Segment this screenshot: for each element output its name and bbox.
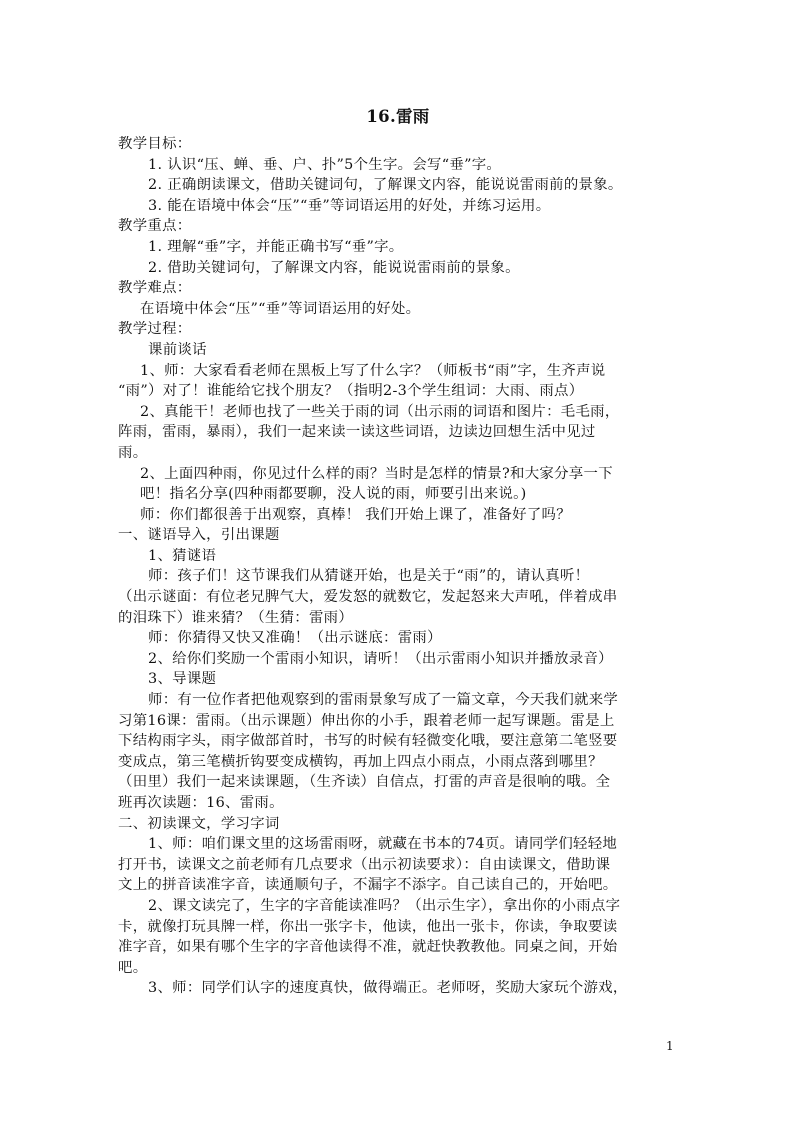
text-line: 2、给你们奖励一个雷雨小知识，请听！（出示雷雨小知识并播放录音） [148,650,613,667]
text-line: 阵雨，雷雨，暴雨），我们一起来读一读这些词语，边读边回想生活中见过 [118,424,596,441]
text-line: 2. 正确朗读课文，借助关键词句，了解课文内容，能说说雷雨前的景象。 [148,177,623,194]
text-line: 打开书，读课文之前老师有几点要求（出示初读要求）：自由读课文，借助课 [118,856,611,873]
text-line: 2、上面四种雨，你见过什么样的雨？当时是怎样的情景?和大家分享一下 [140,465,613,482]
page-number: 1 [666,1039,674,1053]
text-line: 1、猜谜语 [148,547,217,564]
text-line: 1、师：咱们课文里的这场雷雨呀，就藏在书本的74页。请同学们轻轻地 [148,836,618,853]
text-line: 教学目标： [118,136,192,152]
text-line: （出示谜面：有位老兄脾气大，爱发怒的就数它，发起怒来大声吼，伴着成串 [118,589,618,606]
text-line: 下结构雨字头，雨字做部首时，书写的时候有轻微变化哦，要注意第二笔竖要 [118,733,618,750]
document-body [118,106,678,999]
text-line: 一、谜语导入，引出课题 [118,527,280,544]
text-line: 师：孩子们！这节课我们从猜谜开始，也是关于“雨”的，请认真听！ [148,568,590,585]
text-line: 2、课文读完了，生字的字音能读准吗？（出示生字），拿出你的小雨点字 [148,897,621,914]
text-line: 1、师：大家看看老师在黑板上写了什么字？（师板书“雨”字，生齐声说 [140,362,606,379]
text-line: 准字音，如果有哪个生字的字音他读得不准，就赶快教教他。同桌之间，开始 [118,939,618,956]
text-line: 2. 借助关键词句，了解课文内容，能说说雷雨前的景象。 [148,259,520,276]
text-lines [118,134,678,999]
text-line: 在语境中体会“压”“垂”等词语运用的好处。 [140,300,421,317]
text-line: 师：你猜得又快又准确！（出示谜底：雷雨） [148,630,442,647]
text-line: 雨。 [118,444,148,461]
text-line: 3. 能在语境中体会“压”“垂”等词语运用的好处，并练习运用。 [148,197,551,214]
text-line: 吧！指名分享(四种雨都要聊，没人说的雨，师要引出来说。) [140,486,527,503]
text-line: 吧。 [118,959,148,976]
text-line: 二、初读课文，学习字词 [118,815,280,832]
text-line: 1. 认识“压、蝉、垂、户、扑”5个生字。会写“垂”字。 [148,156,502,173]
text-line: 课前谈话 [148,341,207,358]
text-line: 教学重点： [118,218,192,235]
text-line: 文上的拼音读准字音，读通顺句子，不漏字不添字。自己读自己的，开始吧。 [118,877,618,894]
text-line: 师：你们都很善于出观察，真棒！ 我们开始上课了，准备好了吗？ [140,506,571,523]
text-line: “雨”）对了！谁能给它找个朋友？（指明2-3个学生组词：大雨、雨点） [118,383,584,400]
text-line: 教学难点： [118,280,192,297]
text-line: 2、真能干！老师也找了一些关于雨的词（出示雨的词语和图片：毛毛雨， [140,403,620,420]
text-line: 教学过程： [118,321,192,338]
text-line: 班再次读题：16、雷雨。 [118,795,284,811]
text-line: 师：有一位作者把他观察到的雷雨景象写成了一篇文章，今天我们就来学 [148,692,619,709]
text-line: 变成点，第三笔横折钩要变成横钩，再加上四点小雨点，小雨点落到哪里？ [118,753,603,770]
text-line: 1. 理解“垂”字，并能正确书写“垂”字。 [148,238,404,255]
text-line: 习第16课：雷雨。（出示课题）伸出你的小手，跟着老师一起写课题。雷是上 [118,712,615,729]
text-line: 卡，就像打玩具牌一样，你出一张字卡，他读，他出一张卡，你读，争取要读 [118,918,618,935]
text-line: 3、导课题 [148,671,217,688]
document-title: 16.雷雨 [366,107,430,126]
text-line: 的泪珠下）谁来猜？（生猜：雷雨） [118,609,354,626]
text-line: 3、师：同学们认字的速度真快，做得端正。老师呀，奖励大家玩个游戏， [148,980,628,997]
text-line: （田里）我们一起来读课题，（生齐读）自信点，打雷的声音是很响的哦。全 [118,774,611,791]
